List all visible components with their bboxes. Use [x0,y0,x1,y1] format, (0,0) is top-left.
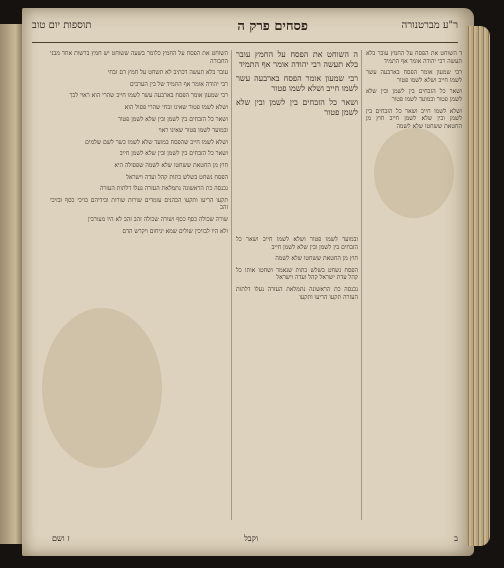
commentary-column-middle [236,236,358,516]
page-title: פסחים פרק ה [237,19,308,34]
text-paragraph: ושאר כל הזבחים בין לשמן ובין שלא לשמן פטור ובמועד לשמו פטור [366,88,462,103]
footer-signature: ב [454,534,458,543]
text-paragraph: ושאר כל הזבחים בין לשמן ובין שלא לשמן חייב [119,150,228,158]
text-paragraph: רבי יהודה אומר אף התמיד של בין הערבים [129,80,228,88]
text-paragraph: נכנסה כת הראשונה נתמלאת העזרה נעלו דלתות העזרה [99,185,228,193]
text-paragraph: ושלא לשמו חייב ושאר כל הזבחים בין לשמן ובין שלא לשמן חייב חוץ מן החטאת ששחטו שלא לשמה [366,107,462,130]
header-signature: ר"ע מברטנורה [401,20,458,31]
text-paragraph: חוץ מן החטאת ששחטו שלא לשמה [275,255,358,263]
text-paragraph: הפסח נשחט בשלש כתות קהל ועדה וישראל [126,173,228,181]
text-paragraph: רבי שמעון אומר הפסח בארבעה עשר לשמו חייב שהרי הוא ראוי לכך [69,92,228,100]
text-paragraph: עובר בלא תעשה דכתיב לא תשחט על חמץ דם זבחי [107,69,228,77]
mishnah-column [236,50,358,230]
catchword: וקבל [244,534,258,543]
text-paragraph: ובמועד לשמו פטור שאינו ראוי [158,127,228,135]
text-paragraph: הפסח נשחט בשלש כתות שנאמר ושחטו אותו כל קהל עדת ישראל קהל ועדה וישראל [236,266,358,282]
text-paragraph: ושאר כל הזבחים בין לשמן ובין שלא לשמן פטור [118,115,228,123]
page-footer [32,534,458,546]
text-paragraph: ושלא לשמו פטור שאינו זבחי שהרי פסול הוא [124,103,228,111]
text-paragraph: רבי שמעון אומר הפסח בארבעה עשר לשמו חייב ושלא לשמו פטור [236,74,358,93]
column-divider [231,50,232,520]
commentary-column-right [366,50,462,490]
header-commentary-title: תוספות יום טוב [32,20,92,31]
text-paragraph: ובמועד לשמו פטור ושלא לשמו חייב ושאר כל הזבחים בין לשמן ובין שלא לשמן חייב [236,236,358,251]
running-header [32,20,458,38]
adjacent-page-edge [0,24,22,544]
text-paragraph: נכנסה כת הראשונה נתמלאת העזרה נעלו דלתות העזרה תקעו הריעו ותקעו [236,285,358,301]
text-paragraph: חוץ מן החטאת ששחטו שלא לשמה שפסולה היא [114,161,228,169]
column-divider [361,50,362,520]
page-fore-edge [466,26,490,546]
text-paragraph: רבי שמעון אומר הפסח בארבעה עשר לשמו חייב ושלא לשמו פטור [366,69,462,84]
text-paragraph: ושאר כל הזבחים בין לשמן ובין שלא לשמן פטור [236,98,358,117]
text-paragraph: תקעו הריעו ותקעו הכהנים עומדים שורות שורות ובידיהם בזיכי כסף ובזיכי זהב [50,196,228,212]
commentary-column-left [50,50,228,520]
text-paragraph: ה השוחט את הפסח על החמץ עובר בלא תעשה רבי יהודה אומר אף התמיד [236,50,358,69]
text-paragraph: ולא היו לבזיכין שולים שמא יניחום ויקרש הדם [122,227,228,235]
text-paragraph: שורה שכולה כסף כסף ושורה שכולה זהב זהב לא היו מעורבין [87,215,228,223]
text-paragraph: ד השוחט את הפסח על החמץ עובר בלא תעשה רבי יהודה אומר אף התמיד [366,50,462,65]
footer-catchword-left: ז ושם [52,534,70,543]
header-rule [32,42,458,43]
text-paragraph: ושלא לשמו חייב שהפסח במועד שלא לשמו כשר לשם שלמים [85,138,228,146]
book-page [22,8,474,556]
text-paragraph: השוחט את הפסח על החמץ כלומר בשעה ששוחט יש חמץ ברשות אחד מבני החבורה [50,50,228,65]
